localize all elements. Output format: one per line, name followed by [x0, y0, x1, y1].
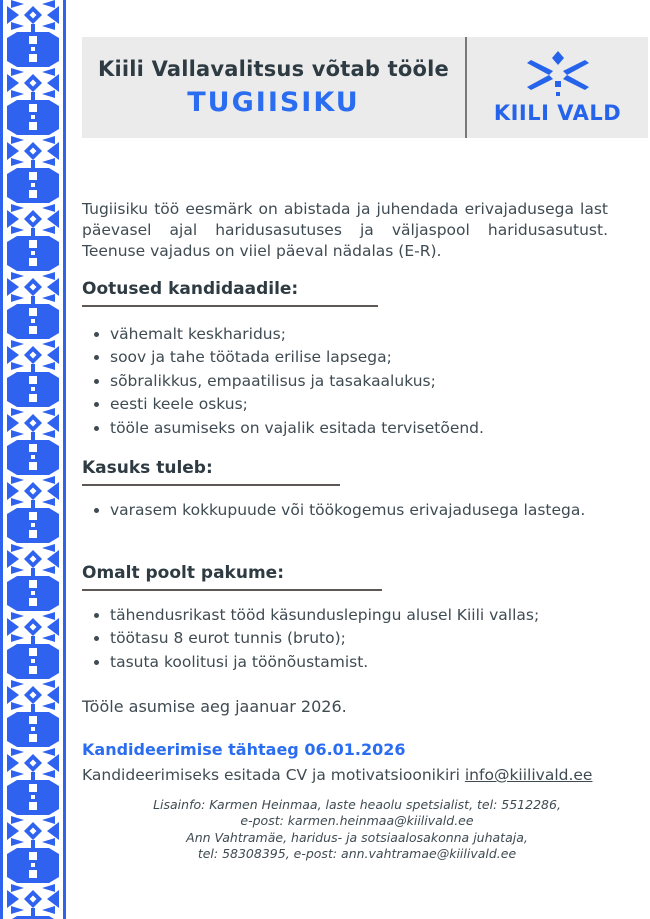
apply-line [82, 766, 592, 784]
start-date-line: Tööle asumise aeg jaanuar 2026. [82, 697, 347, 716]
apply-instruction: Kandideerimiseks esitada CV ja motivatsioonikiri [82, 766, 465, 784]
list-item: • tähendusrikast tööd käsunduslepingu alusel Kiili vallas; [110, 605, 650, 626]
advantage-list [82, 500, 650, 523]
footer-line: Ann Vahtramäe, haridus- ja sotsiaalosakonna juhataja, [186, 829, 528, 845]
list-item: • eesti keele oskus; [110, 394, 650, 415]
header-title-block [82, 37, 467, 138]
folk-pattern-icon [0, 0, 66, 919]
list-item: • tasuta koolitusi ja töönõustamist. [110, 652, 650, 673]
list-item: • vähemalt keskharidus; [110, 324, 650, 345]
deadline-line: Kandideerimise tähtaeg 06.01.2026 [82, 740, 406, 759]
section-heading-offer: Omalt poolt pakume: [82, 563, 382, 591]
folk-pattern-border [0, 0, 66, 919]
page-title: Kiili Vallavalitsus võtab tööle [98, 57, 449, 81]
job-title: TUGIISIKU [187, 87, 360, 118]
footer-line: tel: 58308395, e-post: ann.vahtramae@kiilivald.ee [197, 845, 517, 861]
logo-block [467, 37, 648, 138]
logo-text: KIILI VALD [493, 101, 622, 125]
dragonfly-icon [518, 50, 598, 100]
contact-footer [70, 797, 644, 862]
header-band [82, 37, 648, 138]
list-item: • töötasu 8 eurot tunnis (bruto); [110, 628, 650, 649]
offer-list [82, 605, 650, 675]
footer-line: e-post: karmen.heinmaa@kiilivald.ee [240, 813, 474, 829]
apply-email-link[interactable]: info@kiilivald.ee [464, 766, 593, 784]
intro-paragraph: Tugiisiku töö eesmärk on abistada ja juhendada erivajadusega last päevasel ajal haridusasutuses ja väljaspool haridusasutust. Teenuse vajadus on viiel päeval nädalas (E-R). [82, 199, 608, 261]
list-item: • varasem kokkupuude või töökogemus erivajadusega lastega. [110, 500, 650, 521]
list-item: • sõbralikkus, empaatilisus ja tasakaalukus; [110, 371, 650, 392]
section-heading-advantage: Kasuks tuleb: [82, 458, 340, 486]
list-item: • tööle asumiseks on vajalik esitada tervisetõend. [110, 418, 650, 439]
expectations-list [82, 324, 650, 441]
list-item: • soov ja tahe töötada erilise lapsega; [110, 347, 650, 368]
section-heading-expectations: Ootused kandidaadile: [82, 279, 378, 307]
footer-line: Lisainfo: Karmen Heinmaa, laste heaolu spetsialist, tel: 5512286, [153, 797, 561, 812]
